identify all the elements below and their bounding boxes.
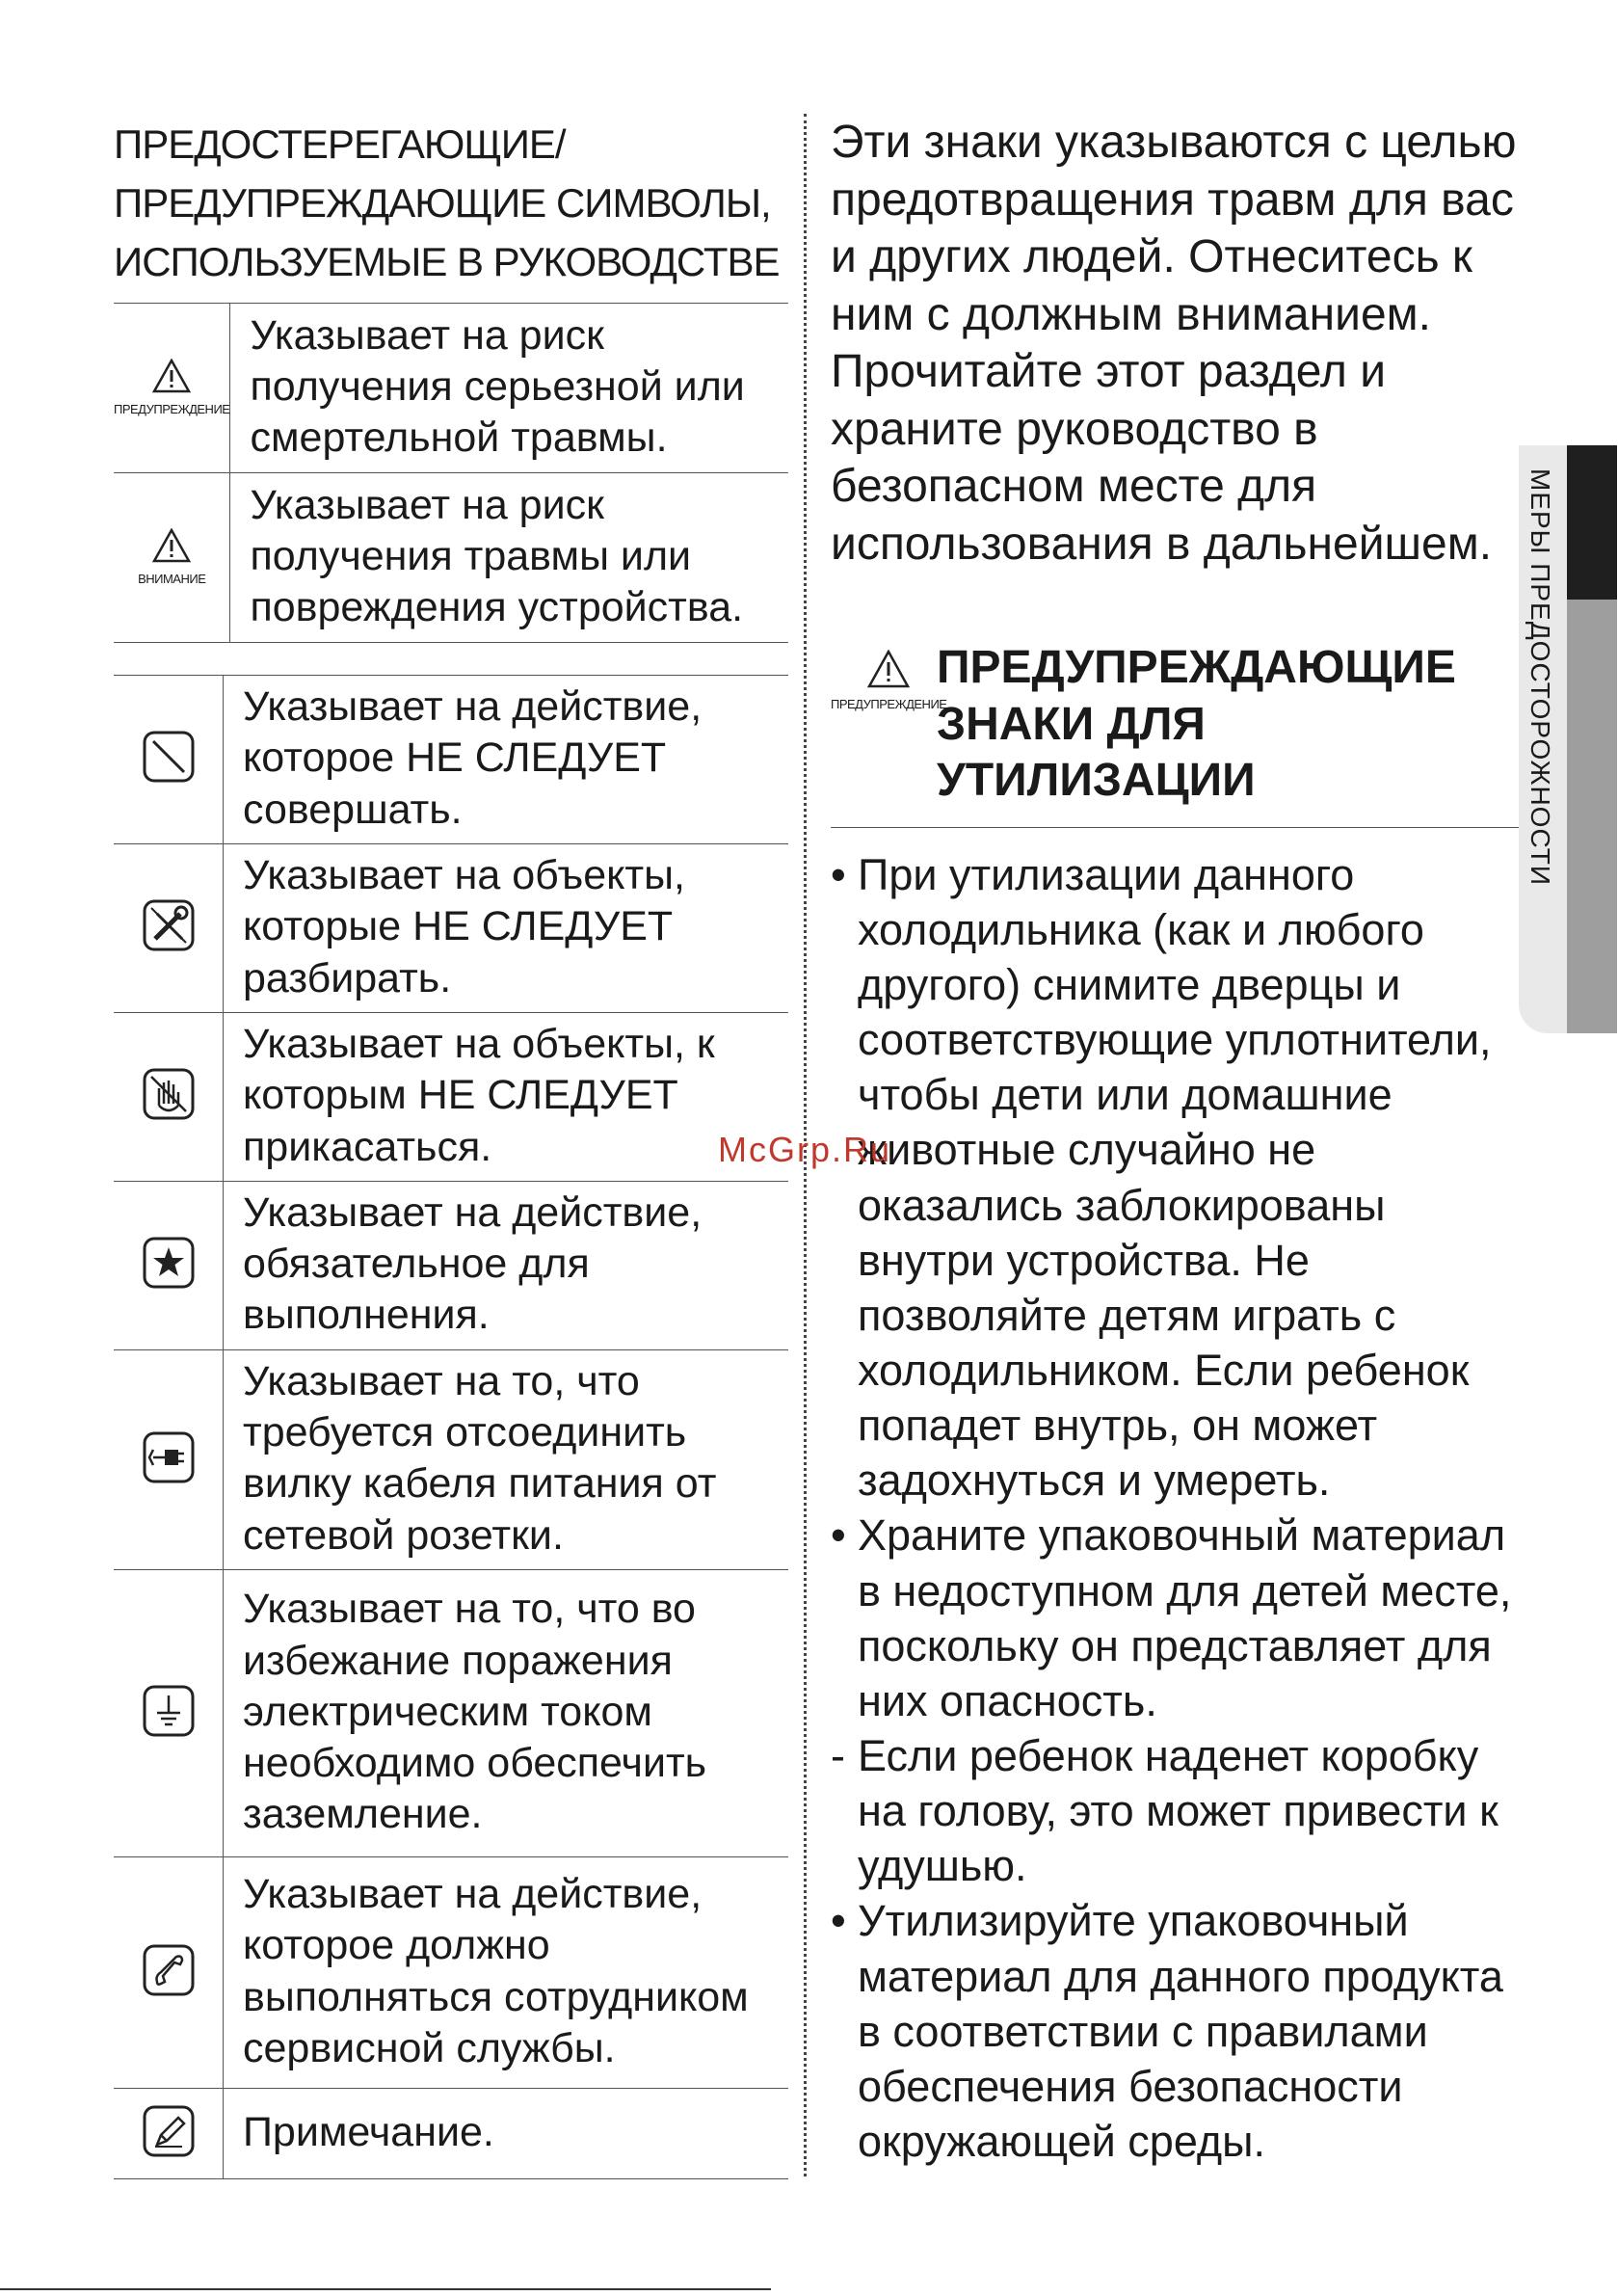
icon-cell xyxy=(114,2089,224,2179)
icon-cell xyxy=(114,1857,224,2089)
table-row xyxy=(114,1570,788,1857)
list-item-text: Утилизируйте упаковочный материал для данного продукта в соответствии с правилами обеспечения безопасности окружающей среды. xyxy=(858,1896,1503,2166)
table-text: Указывает на то, что требуется отсоединить вилку кабеля питания от сетевой розетки. xyxy=(224,1349,789,1569)
table-text: Примечание. xyxy=(224,2089,789,2179)
icon-caption: ПРЕДУПРЕЖДЕНИЕ xyxy=(831,697,947,712)
table-text: Указывает на риск получения серьезной или смертельной травмы. xyxy=(230,304,788,473)
do-not-touch-icon xyxy=(142,1067,196,1126)
list-item xyxy=(831,1728,1525,1893)
list-item-text: Если ребенок наденет коробку на голову, это может привести к удушью. xyxy=(858,1731,1499,1891)
icon-cell xyxy=(114,304,230,473)
watermark: McGrp.Ru xyxy=(718,1130,892,1169)
side-tab-dark-marker xyxy=(1567,445,1617,600)
note-pencil-icon xyxy=(142,2104,196,2163)
list-item-text: Храните упаковочный материал в недоступном для детей месте, поскольку он представляет для них опасность. xyxy=(858,1510,1512,1725)
icon-caption: ВНИМАНИЕ xyxy=(138,571,206,586)
footer-rule xyxy=(0,2288,771,2290)
warning-triangle-icon xyxy=(114,359,229,416)
table-text: Указывает на действие, которое НЕ СЛЕДУЕТ совершать. xyxy=(224,676,789,844)
table-text: Указывает на объекты, к которым НЕ СЛЕДУЕТ прикасаться. xyxy=(224,1012,789,1181)
table-row xyxy=(114,2089,788,2179)
table-row xyxy=(114,1012,788,1181)
right-column xyxy=(831,114,1525,2169)
table-text: Указывает на действие, которое должно выполняться сотрудником сервисной службы. xyxy=(224,1857,789,2089)
no-disassembly-icon xyxy=(142,898,196,957)
table-row xyxy=(114,304,788,473)
bullet-marker: • xyxy=(831,849,846,899)
table-text: Указывает на объекты, которые НЕ СЛЕДУЕТ разбирать. xyxy=(224,843,789,1012)
warning-levels-table xyxy=(114,303,788,643)
bullet-marker: • xyxy=(831,1896,846,1946)
table-text: Указывает на риск получения травмы или повреждения устройства. xyxy=(230,473,788,643)
side-tab-gray-bar xyxy=(1567,600,1617,1033)
left-column xyxy=(114,116,788,292)
icon-cell xyxy=(114,473,230,643)
intro-text: Эти знаки указываются с целью предотвращения травм для вас и других людей. Отнеситесь к ним с должным вниманием. Прочитайте этот раздел и храните руководство в безопасном месте для использования в дальнейшем. xyxy=(831,117,1517,570)
side-tab-label: МЕРЫ ПРЕДОСТОРОЖНОСТИ xyxy=(1525,468,1555,886)
bullet-marker: • xyxy=(831,1510,846,1561)
prohibited-icon xyxy=(142,730,196,788)
disposal-warning-header xyxy=(831,640,1525,828)
table-text: Указывает на то, что во избежание поражения электрическим током необходимо обеспечить заземление. xyxy=(224,1570,789,1857)
icon-cell xyxy=(114,843,224,1012)
icon-caption: ПРЕДУПРЕЖДЕНИЕ xyxy=(114,401,230,416)
warning-triangle-icon xyxy=(831,650,946,711)
caution-triangle-icon xyxy=(138,528,205,586)
ground-icon xyxy=(142,1684,196,1743)
list-item-text: При утилизации данного холодильника (как и любого другого) снимите дверцы и соответствующие уплотнители, чтобы дети или домашние животные случайно не оказались заблокированы внутри устройства. Не позволяйте детям играть с холодильником. Если ребенок попадет внутрь, он может задохнуться и умереть. xyxy=(858,849,1492,1506)
disposal-list xyxy=(831,847,1525,2169)
mandatory-star-icon xyxy=(142,1236,196,1295)
table-row xyxy=(114,1349,788,1569)
list-item xyxy=(831,847,1525,1508)
list-item xyxy=(831,1893,1525,2169)
table-row xyxy=(114,676,788,844)
service-phone-icon xyxy=(142,1943,196,2002)
dash-marker: - xyxy=(831,1731,845,1781)
icon-cell xyxy=(114,1181,224,1349)
symbols-table xyxy=(114,675,788,2179)
disposal-title: ПРЕДУПРЕЖДАЮЩИЕ ЗНАКИ ДЛЯ УТИЛИЗАЦИИ xyxy=(937,642,1456,807)
icon-cell xyxy=(114,1349,224,1569)
table-row xyxy=(114,1181,788,1349)
table-row xyxy=(114,473,788,643)
list-item xyxy=(831,1508,1525,1728)
table-text: Указывает на действие, обязательное для выполнения. xyxy=(224,1181,789,1349)
table-row xyxy=(114,1857,788,2089)
table-row xyxy=(114,843,788,1012)
disposal-warning-icon-wrap xyxy=(831,640,947,713)
icon-cell xyxy=(114,1570,224,1857)
icon-cell xyxy=(114,1012,224,1181)
unplug-icon xyxy=(142,1430,196,1489)
section-side-tab xyxy=(1519,445,1617,1033)
icon-cell xyxy=(114,676,224,844)
section-title: ПРЕДОСТЕРЕГАЮЩИЕ/ ПРЕДУПРЕЖДАЮЩИЕ СИМВОЛЫ, ИСПОЛЬЗУЕМЫЕ В РУКОВОДСТВЕ xyxy=(114,121,780,284)
